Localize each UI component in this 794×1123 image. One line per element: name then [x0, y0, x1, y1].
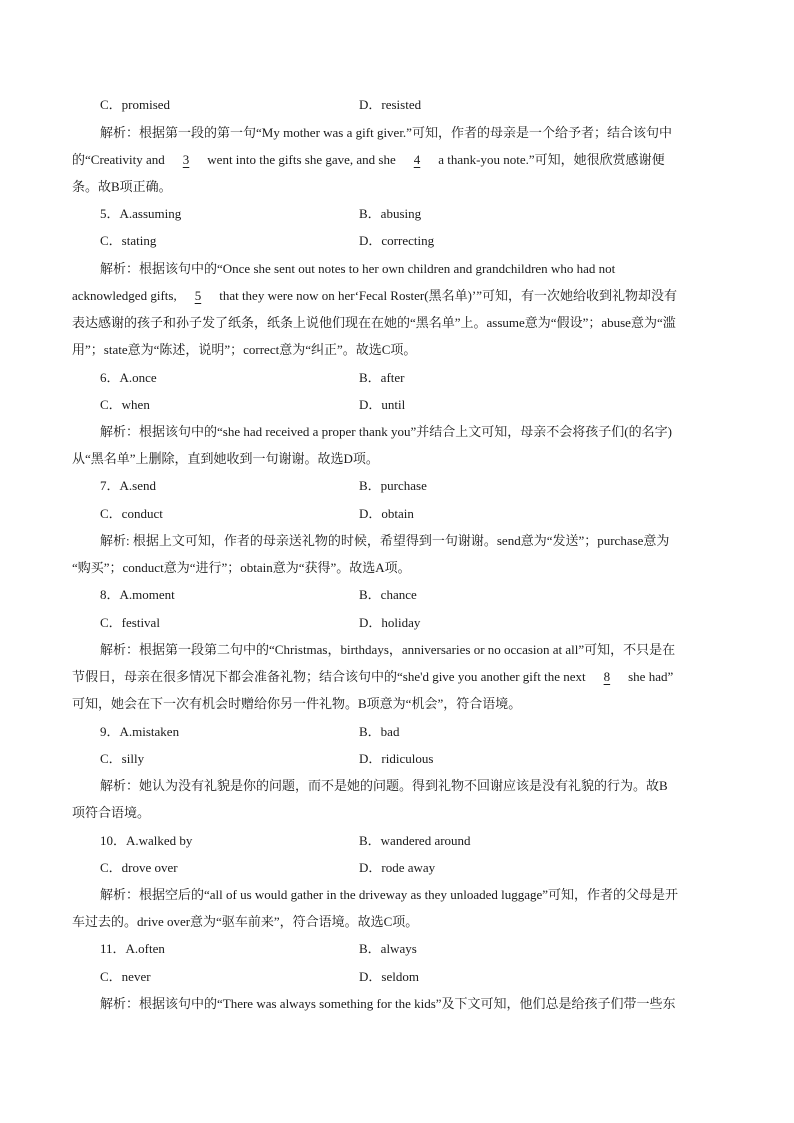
text: a thank-you note.”可知，她很欣赏感谢便 [435, 152, 665, 167]
question-8-options-cd [0, 613, 794, 633]
question-7-options-ab [0, 476, 794, 496]
explanation-5-line-3: 表达感谢的孩子和孙子发了纸条，纸条上说他们现在在她的“黑名单”上。assume意为“假设”；abuse意为“滥 [72, 315, 676, 330]
question-11-options-cd [0, 967, 794, 987]
explanation-11-line-1: 解析：根据该句中的“There was always something for the kids”及下文可知，他们总是给孩子们带一些东 [100, 996, 676, 1011]
explanation-4-line-3: 条。故B项正确。 [72, 179, 172, 194]
question-9-options-cd [0, 749, 794, 769]
text: went into the gifts she gave, and she [204, 152, 399, 167]
option-c: C．never [100, 969, 151, 984]
explanation-6-line-2: 从“黑名单”上删除，直到她收到一句谢谢。故选D项。 [72, 451, 379, 466]
option-d: D．correcting [359, 233, 435, 248]
question-5-options-cd [0, 231, 794, 251]
explanation-8-line-3: 可知，她会在下一次有机会时赠给你另一件礼物。B项意为“机会”，符合语境。 [72, 696, 522, 711]
blank-8: 8 [603, 669, 611, 684]
option-d: D．holiday [359, 615, 421, 630]
explanation-9-line-1: 解析：她认为没有礼貌是你的问题，而不是她的问题。得到礼物不回谢应该是没有礼貌的行为。故B [100, 778, 668, 793]
option-c: C．festival [100, 615, 160, 630]
explanation-6-line-1: 解析：根据该句中的“she had received a proper thank you”并结合上文可知，母亲不会将孩子们(的名字) [100, 424, 672, 439]
explanation-10-line-2: 车过去的。drive over意为“驱车前来”，符合语境。故选C项。 [72, 914, 419, 929]
option-c: C．promised [100, 97, 171, 112]
option-d: D．until [359, 397, 406, 412]
option-b: B．after [359, 370, 405, 385]
explanation-7-line-2: “购买”；conduct意为“进行”；obtain意为“获得”。故选A项。 [72, 560, 411, 575]
explanation-5-line-1: 解析：根据该句中的“Once she sent out notes to her own children and grandchildren who had not [100, 261, 616, 276]
option-b: B．bad [359, 724, 400, 739]
option-b: B．wandered around [359, 833, 471, 848]
explanation-10-line-1: 解析：根据空后的“all of us would gather in the driveway as they unloaded luggage”可知，作者的父母是开 [100, 887, 679, 902]
option-d: D．ridiculous [359, 751, 434, 766]
blank-5: 5 [194, 288, 202, 303]
options-row [0, 95, 794, 115]
question-8-options-ab [0, 585, 794, 605]
option-c: C．stating [100, 233, 157, 248]
text: she had” [624, 669, 674, 684]
option-d: D．seldom [359, 969, 419, 984]
text: 的“Creativity and [72, 152, 169, 167]
option-b: B．abusing [359, 206, 422, 221]
question-5-options-ab [0, 204, 794, 224]
option-a: 6．A.once [100, 370, 157, 385]
blank-3: 3 [182, 152, 190, 167]
option-a: 5．A.assuming [100, 206, 182, 221]
option-c: C．silly [100, 751, 145, 766]
option-a: 7．A.send [100, 478, 156, 493]
option-b: B．always [359, 941, 417, 956]
option-d: D．rode away [359, 860, 436, 875]
option-d: D．obtain [359, 506, 414, 521]
explanation-9-line-2: 项符合语境。 [72, 805, 151, 820]
text: acknowledged gifts, [72, 288, 180, 303]
explanation-4-line-2 [72, 150, 665, 170]
question-11-options-ab [0, 939, 794, 959]
option-d: D．resisted [359, 97, 422, 112]
option-a: 9．A.mistaken [100, 724, 180, 739]
option-c: C．conduct [100, 506, 163, 521]
explanation-8-line-2 [72, 667, 673, 687]
explanation-8-line-1: 解析：根据第一段第二句中的“Christmas，birthdays，anniversaries or no occasion at all”可知，不只是在 [100, 642, 676, 657]
text: that they were now on her‘Fecal Roster(黑名单)’”可知，有一次她给收到礼物却没有 [215, 288, 678, 303]
question-6-options-ab [0, 368, 794, 388]
explanation-5-line-2 [72, 286, 677, 306]
explanation-4-line-1: 解析：根据第一段的第一句“My mother was a gift giver.”可知，作者的母亲是一个给予者；结合该句中 [100, 125, 672, 140]
option-c: C．when [100, 397, 150, 412]
question-7-options-cd [0, 504, 794, 524]
option-a: 11．A.often [100, 941, 165, 956]
option-a: 10．A.walked by [100, 833, 193, 848]
text: 节假日，母亲在很多情况下都会准备礼物；结合该句中的“she'd give you another gift the next [72, 669, 589, 684]
blank-4: 4 [413, 152, 421, 167]
option-a: 8．A.moment [100, 587, 175, 602]
question-9-options-ab [0, 722, 794, 742]
option-b: B．purchase [359, 478, 427, 493]
option-c: C．drove over [100, 860, 178, 875]
question-10-options-ab [0, 831, 794, 851]
question-6-options-cd [0, 395, 794, 415]
question-10-options-cd [0, 858, 794, 878]
option-b: B．chance [359, 587, 417, 602]
explanation-7-line-1: 解析: 根据上文可知，作者的母亲送礼物的时候，希望得到一句谢谢。send意为“发送”；purchase意为 [100, 533, 670, 548]
explanation-5-line-4: 用”；state意为“陈述，说明”；correct意为“纠正”。故选C项。 [72, 342, 417, 357]
